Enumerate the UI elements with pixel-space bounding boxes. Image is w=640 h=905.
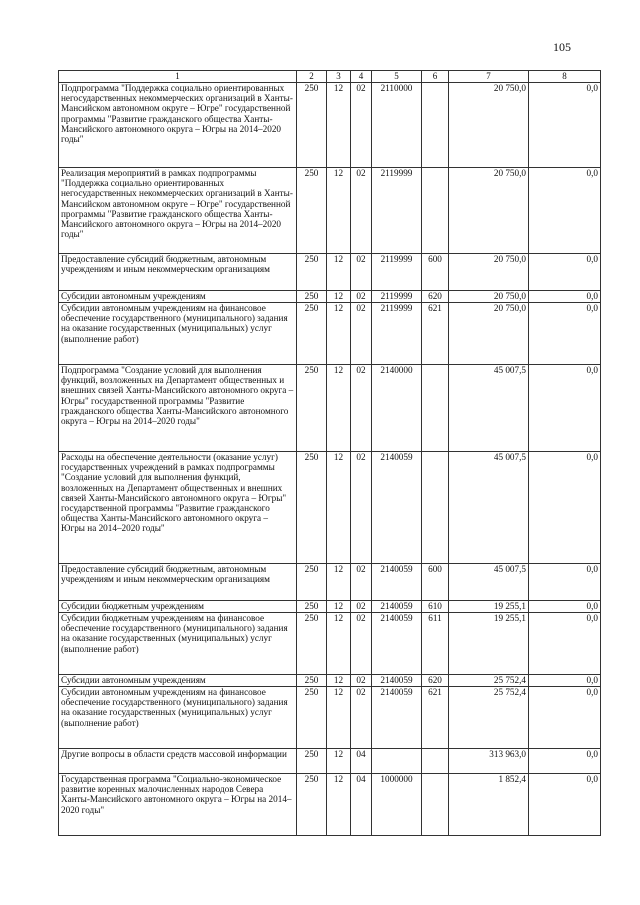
cell-type xyxy=(422,452,449,564)
cell-amount-2: 0,0 xyxy=(529,452,601,564)
row-name: Субсидии автономным учреждениям на финансовое обеспечение государственного (муниципального) задания на оказание государственных (муниципальных) услуг (выполнение работ) xyxy=(59,303,297,365)
cell-amount: 19 255,1 xyxy=(449,613,529,675)
cell-code: 250 xyxy=(297,601,327,613)
cell-section: 12 xyxy=(327,774,351,836)
table-row xyxy=(59,291,601,303)
cell-amount: 313 963,0 xyxy=(449,749,529,774)
cell-amount-2: 0,0 xyxy=(529,675,601,687)
cell-subsection: 02 xyxy=(351,168,372,254)
cell-amount-2: 0,0 xyxy=(529,83,601,168)
cell-subsection: 02 xyxy=(351,291,372,303)
cell-type: 620 xyxy=(422,291,449,303)
cell-subsection: 02 xyxy=(351,254,372,291)
column-header: 1 xyxy=(59,71,297,83)
cell-subsection: 02 xyxy=(351,687,372,749)
table-row xyxy=(59,254,601,291)
cell-amount: 1 852,4 xyxy=(449,774,529,836)
cell-amount: 45 007,5 xyxy=(449,452,529,564)
cell-subsection: 02 xyxy=(351,564,372,601)
cell-target xyxy=(372,749,422,774)
cell-code: 250 xyxy=(297,749,327,774)
cell-amount: 19 255,1 xyxy=(449,601,529,613)
cell-target: 2140059 xyxy=(372,675,422,687)
cell-amount-2: 0,0 xyxy=(529,291,601,303)
cell-amount: 20 750,0 xyxy=(449,168,529,254)
cell-section: 12 xyxy=(327,675,351,687)
cell-section: 12 xyxy=(327,564,351,601)
row-name: Субсидии автономным учреждениям xyxy=(59,291,297,303)
cell-type: 610 xyxy=(422,601,449,613)
cell-type: 621 xyxy=(422,303,449,365)
column-header: 3 xyxy=(327,71,351,83)
row-name: Другие вопросы в области средств массовой информации xyxy=(59,749,297,774)
cell-target: 2140059 xyxy=(372,601,422,613)
table-row xyxy=(59,774,601,836)
cell-type: 621 xyxy=(422,687,449,749)
cell-subsection: 02 xyxy=(351,303,372,365)
column-header: 6 xyxy=(422,71,449,83)
cell-type: 600 xyxy=(422,564,449,601)
cell-type xyxy=(422,83,449,168)
cell-target: 2140059 xyxy=(372,687,422,749)
cell-code: 250 xyxy=(297,774,327,836)
column-header: 7 xyxy=(449,71,529,83)
table-row xyxy=(59,365,601,452)
table-row xyxy=(59,452,601,564)
cell-section: 12 xyxy=(327,254,351,291)
cell-amount-2: 0,0 xyxy=(529,365,601,452)
row-name: Государственная программа "Социально-экономическое развитие коренных малочисленных народов Севера Ханты-Мансийского автономного округа – Югры на 2014–2020 годы" xyxy=(59,774,297,836)
table-row xyxy=(59,675,601,687)
cell-code: 250 xyxy=(297,254,327,291)
cell-section: 12 xyxy=(327,291,351,303)
row-name: Расходы на обеспечение деятельности (оказание услуг) государственных учреждений в рамках подпрограммы "Создание условий для выполнения функций, возложенных на Департамент общественных и внешних связей Ханты-Мансийского автономного округа – Югры" государственной программы "Развитие гражданского общества Ханты-Мансийского автономного округа – Югры на 2014–2020 годы" xyxy=(59,452,297,564)
row-name: Субсидии бюджетным учреждениям xyxy=(59,601,297,613)
column-header: 2 xyxy=(297,71,327,83)
cell-subsection: 02 xyxy=(351,83,372,168)
cell-type: 600 xyxy=(422,254,449,291)
cell-subsection: 02 xyxy=(351,675,372,687)
cell-target: 2119999 xyxy=(372,168,422,254)
page-number: 105 xyxy=(553,40,571,54)
cell-subsection: 02 xyxy=(351,365,372,452)
cell-section: 12 xyxy=(327,168,351,254)
cell-code: 250 xyxy=(297,687,327,749)
cell-amount: 45 007,5 xyxy=(449,564,529,601)
cell-type xyxy=(422,774,449,836)
cell-type xyxy=(422,365,449,452)
cell-amount: 20 750,0 xyxy=(449,303,529,365)
row-name: Подпрограмма "Поддержка социально ориентированных негосударственных некоммерческих организаций в Ханты-Мансийском автономном округе – Югре" государственной программы "Развитие гражданского общества Ханты-Мансийского автономного округа – Югры на 2014–2020 годы" xyxy=(59,83,297,168)
cell-section: 12 xyxy=(327,83,351,168)
table-row xyxy=(59,303,601,365)
cell-target: 2140059 xyxy=(372,452,422,564)
cell-code: 250 xyxy=(297,291,327,303)
table-row xyxy=(59,168,601,254)
row-name: Реализация мероприятий в рамках подпрограммы "Поддержка социально ориентированных негосударственных некоммерческих организаций в Ханты-Мансийском автономном округе – Югре" государственной программы "Развитие гражданского общества Ханты-Мансийского автономного округа – Югры на 2014–2020 годы" xyxy=(59,168,297,254)
table-header-row xyxy=(59,71,601,83)
cell-code: 250 xyxy=(297,365,327,452)
cell-amount-2: 0,0 xyxy=(529,613,601,675)
cell-amount-2: 0,0 xyxy=(529,774,601,836)
table-row xyxy=(59,749,601,774)
column-header: 8 xyxy=(529,71,601,83)
cell-code: 250 xyxy=(297,168,327,254)
cell-target: 2140000 xyxy=(372,365,422,452)
cell-amount-2: 0,0 xyxy=(529,254,601,291)
cell-section: 12 xyxy=(327,365,351,452)
table-row xyxy=(59,601,601,613)
cell-code: 250 xyxy=(297,83,327,168)
cell-subsection: 02 xyxy=(351,601,372,613)
cell-section: 12 xyxy=(327,687,351,749)
cell-section: 12 xyxy=(327,303,351,365)
column-header: 5 xyxy=(372,71,422,83)
row-name: Субсидии автономным учреждениям на финансовое обеспечение государственного (муниципального) задания на оказание государственных (муниципальных) услуг (выполнение работ) xyxy=(59,687,297,749)
cell-subsection: 04 xyxy=(351,774,372,836)
cell-subsection: 02 xyxy=(351,452,372,564)
row-name: Субсидии бюджетным учреждениям на финансовое обеспечение государственного (муниципального) задания на оказание государственных (муниципальных) услуг (выполнение работ) xyxy=(59,613,297,675)
cell-type xyxy=(422,749,449,774)
budget-table xyxy=(58,70,601,836)
cell-amount: 20 750,0 xyxy=(449,83,529,168)
cell-target: 2110000 xyxy=(372,83,422,168)
cell-section: 12 xyxy=(327,749,351,774)
table-row xyxy=(59,564,601,601)
cell-amount-2: 0,0 xyxy=(529,749,601,774)
cell-subsection: 04 xyxy=(351,749,372,774)
cell-type xyxy=(422,168,449,254)
table-row xyxy=(59,83,601,168)
cell-amount-2: 0,0 xyxy=(529,168,601,254)
cell-amount-2: 0,0 xyxy=(529,564,601,601)
table-row xyxy=(59,687,601,749)
row-name: Предоставление субсидий бюджетным, автономным учреждениям и иным некоммерческим организациям xyxy=(59,254,297,291)
cell-amount: 45 007,5 xyxy=(449,365,529,452)
cell-target: 2119999 xyxy=(372,254,422,291)
column-header: 4 xyxy=(351,71,372,83)
cell-subsection: 02 xyxy=(351,613,372,675)
cell-code: 250 xyxy=(297,303,327,365)
cell-amount: 20 750,0 xyxy=(449,254,529,291)
row-name: Подпрограмма "Создание условий для выполнения функций, возложенных на Департамент общественных и внешних связей Ханты-Мансийского автономного округа – Югры" государственной программы "Развитие гражданского общества Ханты-Мансийского автономного округа – Югры на 2014–2020 годы" xyxy=(59,365,297,452)
cell-target: 2140059 xyxy=(372,564,422,601)
cell-type: 620 xyxy=(422,675,449,687)
cell-amount: 20 750,0 xyxy=(449,291,529,303)
cell-type: 611 xyxy=(422,613,449,675)
cell-section: 12 xyxy=(327,452,351,564)
cell-target: 2119999 xyxy=(372,291,422,303)
cell-code: 250 xyxy=(297,452,327,564)
cell-amount-2: 0,0 xyxy=(529,687,601,749)
cell-target: 2140059 xyxy=(372,613,422,675)
table-row xyxy=(59,613,601,675)
cell-amount: 25 752,4 xyxy=(449,675,529,687)
cell-amount: 25 752,4 xyxy=(449,687,529,749)
cell-amount-2: 0,0 xyxy=(529,601,601,613)
cell-section: 12 xyxy=(327,601,351,613)
cell-target: 2119999 xyxy=(372,303,422,365)
cell-code: 250 xyxy=(297,675,327,687)
cell-code: 250 xyxy=(297,613,327,675)
cell-amount-2: 0,0 xyxy=(529,303,601,365)
cell-code: 250 xyxy=(297,564,327,601)
cell-target: 1000000 xyxy=(372,774,422,836)
row-name: Субсидии автономным учреждениям xyxy=(59,675,297,687)
row-name: Предоставление субсидий бюджетным, автономным учреждениям и иным некоммерческим организациям xyxy=(59,564,297,601)
cell-section: 12 xyxy=(327,613,351,675)
